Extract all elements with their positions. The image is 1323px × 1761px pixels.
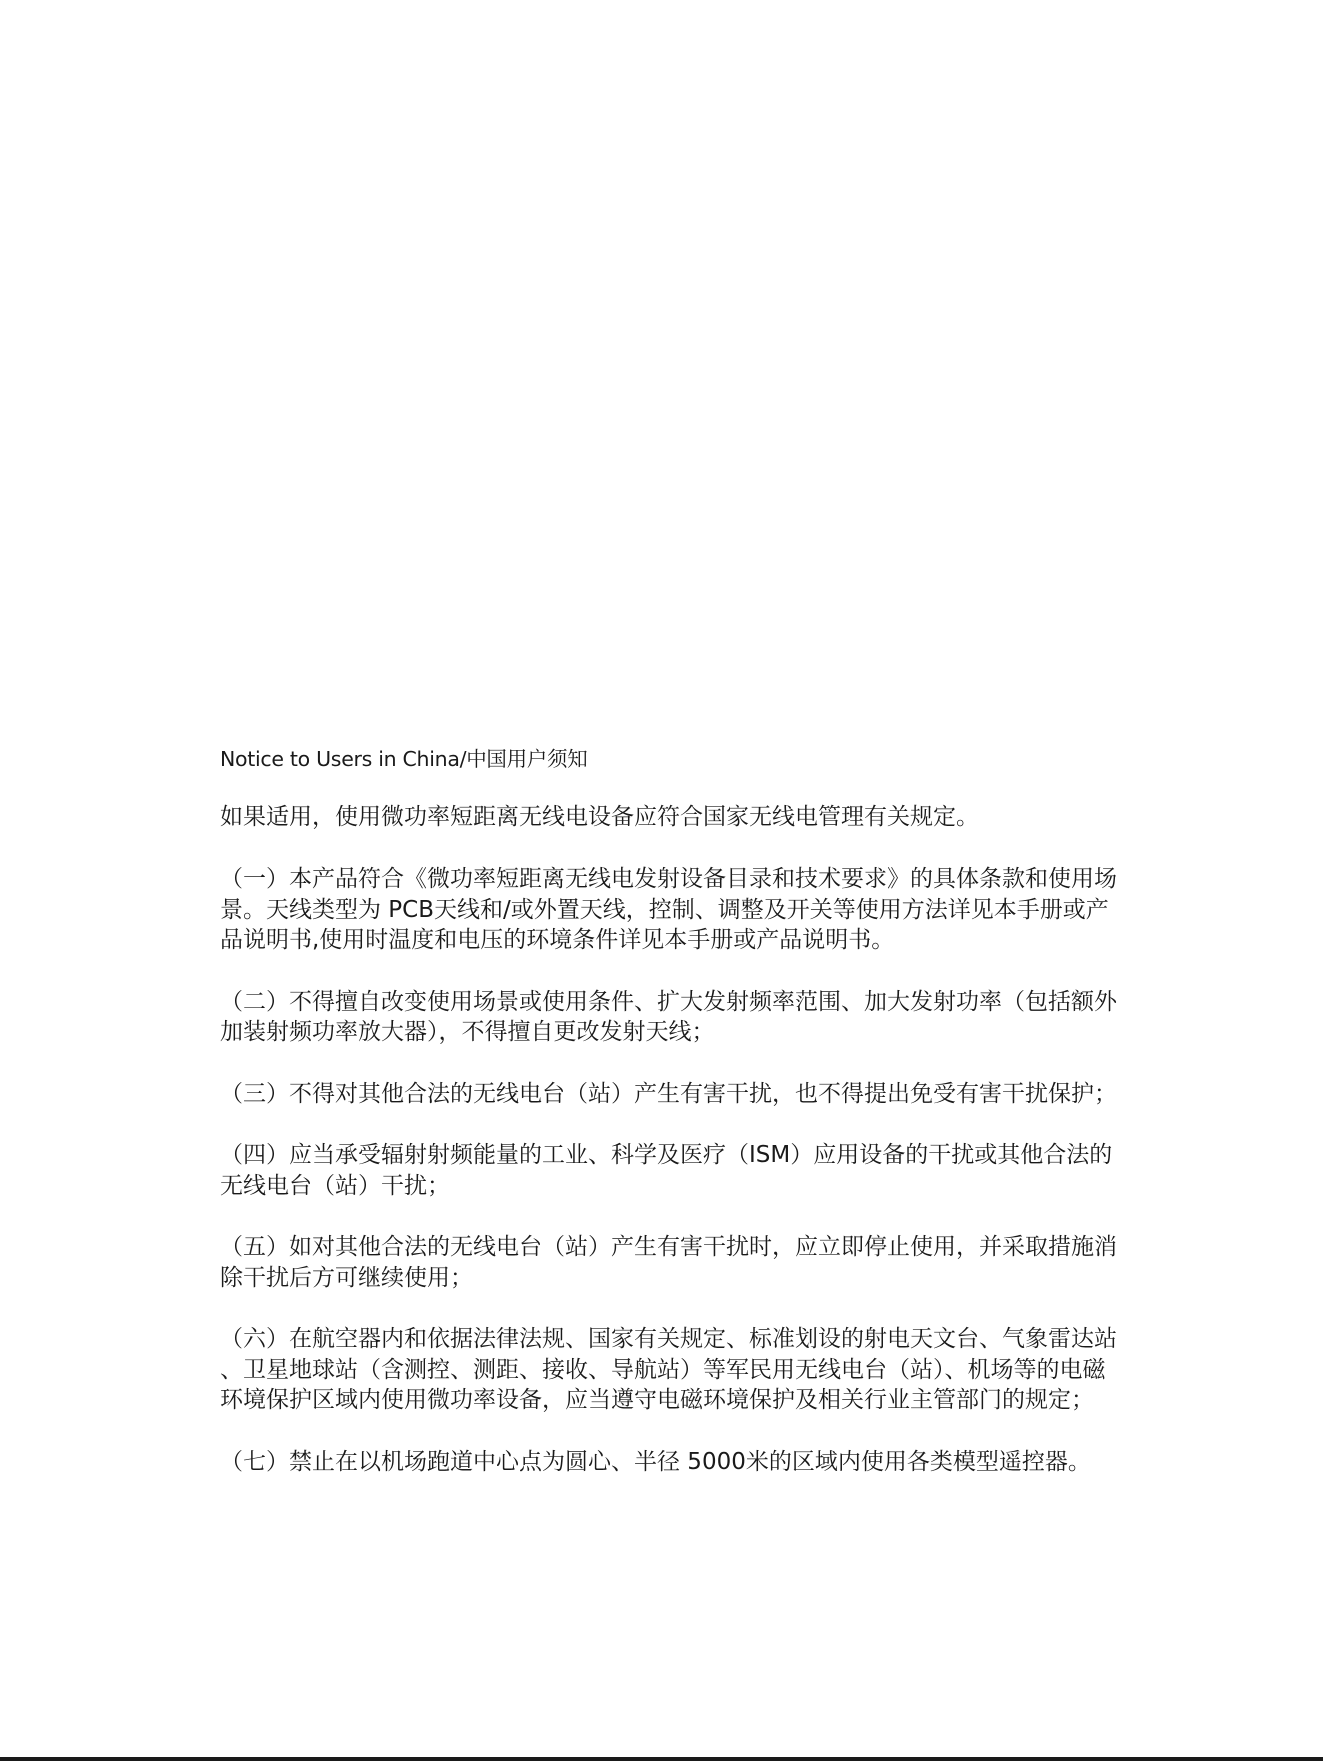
clause-4 [220,1140,1230,1201]
clause-3 [220,1079,1230,1110]
clause-line: （六）在航空器内和依据法律法规、国家有关规定、标准划设的射电天文台、气象雷达站 [220,1326,1117,1352]
clause-1 [220,864,1230,956]
clause-6 [220,1324,1230,1416]
clause-line: （三）不得对其他合法的无线电台（站）产生有害干扰，也不得提出免受有害干扰保护； [220,1080,1117,1107]
notice-document [220,744,1230,1477]
clause-line: 品说明书,使用时温度和电压的环境条件详见本手册或产品说明书。 [220,927,895,953]
clause-line: 环境保护区域内使用微功率设备，应当遵守电磁环境保护及相关行业主管部门的规定； [220,1387,1094,1413]
clause-line: （四）应当承受辐射射频能量的工业、科学及医疗（ISM）应用设备的干扰或其他合法的 [220,1142,1113,1168]
clause-7 [220,1447,1230,1478]
clause-line: （七）禁止在以机场跑道中心点为圆心、半径 5000米的区域内使用各类模型遥控器。 [220,1448,1091,1475]
clause-line: （五）如对其他合法的无线电台（站）产生有害干扰时，应立即停止使用，并采取措施消 [220,1234,1117,1260]
intro-paragraph: 如果适用，使用微功率短距离无线电设备应符合国家无线电管理有关规定。 [220,804,979,830]
clause-line: 无线电台（站）干扰； [220,1172,450,1199]
clause-line: （一）本产品符合《微功率短距离无线电发射设备目录和技术要求》的具体条款和使用场 [220,866,1117,892]
clause-line: 加装射频功率放大器），不得擅自更改发射天线； [220,1019,715,1045]
clause-line: （二）不得擅自改变使用场景或使用条件、扩大发射频率范围、加大发射功率（包括额外 [220,988,1117,1015]
page-title: Notice to Users in China/中国用户须知 [220,747,588,771]
clause-5 [220,1232,1230,1293]
page-bottom-edge [0,1757,1323,1761]
clause-line: 除干扰后方可继续使用； [220,1264,473,1291]
clause-2 [220,987,1230,1048]
clause-line: 、卫星地球站（含测控、测距、接收、导航站）等军民用无线电台（站）、机场等的电磁 [220,1356,1106,1383]
clause-line: 景。天线类型为 PCB天线和/或外置天线，控制、调整及开关等使用方法详见本手册或产 [220,896,1109,923]
